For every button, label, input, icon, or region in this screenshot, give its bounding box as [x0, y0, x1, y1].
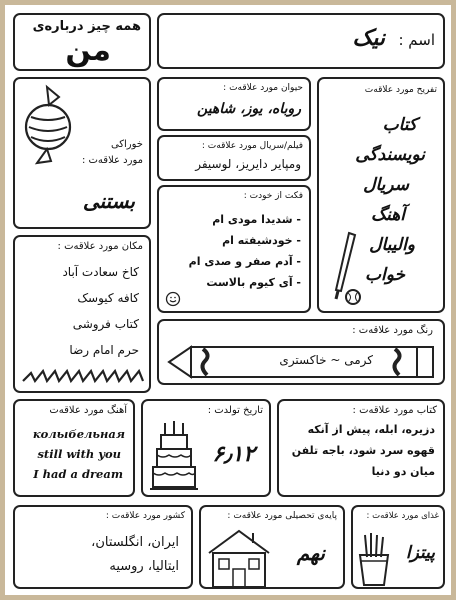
- candy-icon: [17, 83, 79, 171]
- color-box: [157, 319, 445, 385]
- hobby-box: [317, 77, 445, 313]
- fact-item: - آدم صفر و صدی ام: [188, 255, 301, 268]
- country-item: ایران، انگلستان،: [91, 535, 179, 550]
- wave-decoration: [21, 365, 145, 387]
- snack-label-line1: خوراکی: [110, 139, 143, 150]
- fries-icon: [357, 531, 391, 587]
- grade-value: نهم: [296, 541, 325, 565]
- animal-label: حیوان مورد علاقه‌ت :: [223, 83, 303, 93]
- smiley-icon: [165, 291, 181, 307]
- animal-value: روباه، یوز، شاهین: [197, 101, 301, 117]
- hobby-label: تفریح مورد علاقه‌ت: [364, 85, 437, 95]
- all-about-me-word: من: [65, 33, 111, 68]
- movie-label: فیلم/سریال مورد علاقه‌ت :: [201, 141, 303, 151]
- book-item: میان دو دنیا: [371, 465, 435, 478]
- hobby-item: والیبال: [369, 235, 415, 255]
- all-about-title: همه چیز درباره‌ی: [32, 19, 141, 34]
- food-box: [351, 505, 445, 589]
- birthday-box: [141, 399, 271, 497]
- song-item: колыбельная: [32, 427, 125, 441]
- hobby-item: خواب: [364, 265, 405, 285]
- name-label: اسم :: [398, 31, 435, 49]
- place-label: مکان مورد علاقه‌ت :: [57, 241, 143, 252]
- food-value: پیتزا: [405, 543, 435, 563]
- fact-item: - آی کیوم بالاست: [206, 276, 301, 289]
- snack-value: بستنی: [82, 189, 135, 213]
- name-box: [157, 13, 445, 69]
- place-box: [13, 235, 151, 393]
- movie-value: ومپایر دایریز، لوسیفر: [195, 157, 301, 171]
- movie-box: [157, 135, 311, 181]
- name-value: نیک: [352, 25, 385, 51]
- hobby-item: کتاب: [382, 115, 417, 135]
- country-box: [13, 505, 193, 589]
- book-item: دزیره، ابله، پیش از آنکه: [307, 423, 435, 436]
- book-label: کتاب مورد علاقه‌ت :: [352, 405, 437, 416]
- all-about-me-box: [13, 13, 151, 71]
- place-item: کافه کیوسک: [77, 291, 139, 305]
- cake-icon: [149, 419, 199, 495]
- facts-label: فکت از خودت :: [243, 191, 303, 201]
- worksheet-page: [5, 5, 451, 595]
- hobby-item: آهنگ: [370, 205, 405, 225]
- country-item: ایتالیا، روسیه: [109, 559, 179, 574]
- snack-box: [13, 77, 151, 229]
- place-item: کاخ سعادت آباد: [62, 265, 139, 279]
- facts-box: [157, 185, 311, 313]
- snack-label-line2: مورد علاقه‌ت :: [81, 155, 143, 166]
- song-label: آهنگ مورد علاقه‌ت: [49, 405, 127, 416]
- baseball-bat-icon: [323, 229, 363, 309]
- color-value: کرمی ~ خاکستری: [279, 353, 373, 367]
- school-building-icon: [205, 525, 273, 589]
- food-label: غذای مورد علاقه‌ت :: [366, 511, 439, 521]
- birthday-value: ۶٫۱۲: [212, 441, 255, 467]
- place-item: حرم امام رضا: [69, 343, 139, 357]
- grade-box: [199, 505, 345, 589]
- song-box: [13, 399, 135, 497]
- fact-item: - خودشیفته ام: [222, 234, 301, 247]
- hobby-item: نویسندگی: [355, 145, 425, 165]
- book-box: [277, 399, 445, 497]
- place-item: کتاب فروشی: [72, 317, 139, 331]
- song-item: still with you: [37, 447, 121, 461]
- fact-item: - شدیدا مودی ام: [212, 213, 301, 226]
- birthday-label: تاریخ تولدت :: [207, 405, 263, 416]
- hobby-item: سریال: [363, 175, 409, 195]
- song-item: I had a dream: [33, 467, 123, 481]
- country-label: کشور مورد علاقه‌ت :: [105, 511, 185, 521]
- color-label: رنگ مورد علاقه‌ت :: [352, 325, 433, 336]
- animal-box: [157, 77, 311, 131]
- book-item: قهوه سرد شود، باجه تلفن: [291, 444, 435, 457]
- grade-label: پایه‌ی تحصیلی مورد علاقه‌ت :: [227, 511, 337, 521]
